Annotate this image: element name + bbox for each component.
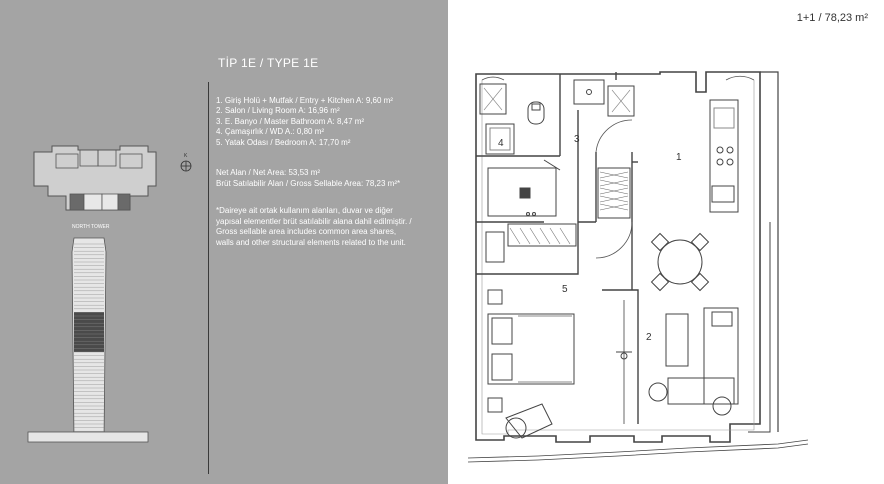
compass-label: K [184, 153, 188, 159]
floor-plan-panel [448, 0, 884, 484]
tower-elevation [28, 238, 148, 442]
wardrobe [488, 168, 556, 216]
room-area-list [216, 96, 393, 148]
balcony-wall [748, 72, 778, 432]
floor-plan [448, 0, 884, 484]
door-swing [482, 76, 754, 258]
total-areas [216, 168, 400, 189]
sliding-door [616, 300, 632, 424]
dining-table [652, 234, 709, 291]
unit-type-badge: 1+1 / 78,23 m² [796, 12, 868, 24]
slab-edge [468, 440, 808, 462]
key-plan [0, 0, 200, 484]
room-number-2: 2 [646, 332, 652, 343]
room-area-item: 1. Giriş Holü + Mutfak / Entry + Kitchen A: 9,60 m² [216, 96, 393, 105]
north-compass-icon [181, 161, 191, 171]
room-area-item: 2. Salon / Living Room A: 16,96 m² [216, 106, 340, 116]
tower-label: NORTH TOWER [72, 224, 110, 230]
living-furniture [649, 308, 738, 415]
room-area-item: 3. E. Banyo / Master Bathroom A: 8,47 m² [216, 116, 365, 126]
storage-cabinet [486, 224, 576, 262]
kitchen-counter [710, 100, 738, 212]
divider-line [208, 82, 209, 474]
room-area-item: 4. Çamaşırlık / WD A.: 0,80 m² [216, 127, 325, 137]
net-area: Net Alan / Net Area: 53,53 m² [216, 168, 321, 177]
closet-shelves [598, 168, 630, 218]
room-number-3: 3 [574, 134, 580, 145]
room-number-4: 4 [498, 138, 504, 149]
area-footnote: *Daireye ait ortak kullanım alanları, duvar ve diğer yapısal elementler brüt satılabilir alana dahil edilmiştir. / Gross sellable area includes common area shares, walls and other structural elements related to the unit. [216, 206, 412, 247]
gross-area: Brüt Satılabilir Alan / Gross Sellable Area: 78,23 m²* [216, 178, 401, 188]
room-number-1: 1 [676, 152, 682, 163]
room-number-5: 5 [562, 284, 568, 295]
room-area-item: 5. Yatak Odası / Bedroom A: 17,70 m² [216, 137, 351, 147]
unit-type-title: TİP 1E / TYPE 1E [218, 56, 319, 70]
floor-key-plan [34, 146, 156, 210]
bed [488, 290, 574, 438]
